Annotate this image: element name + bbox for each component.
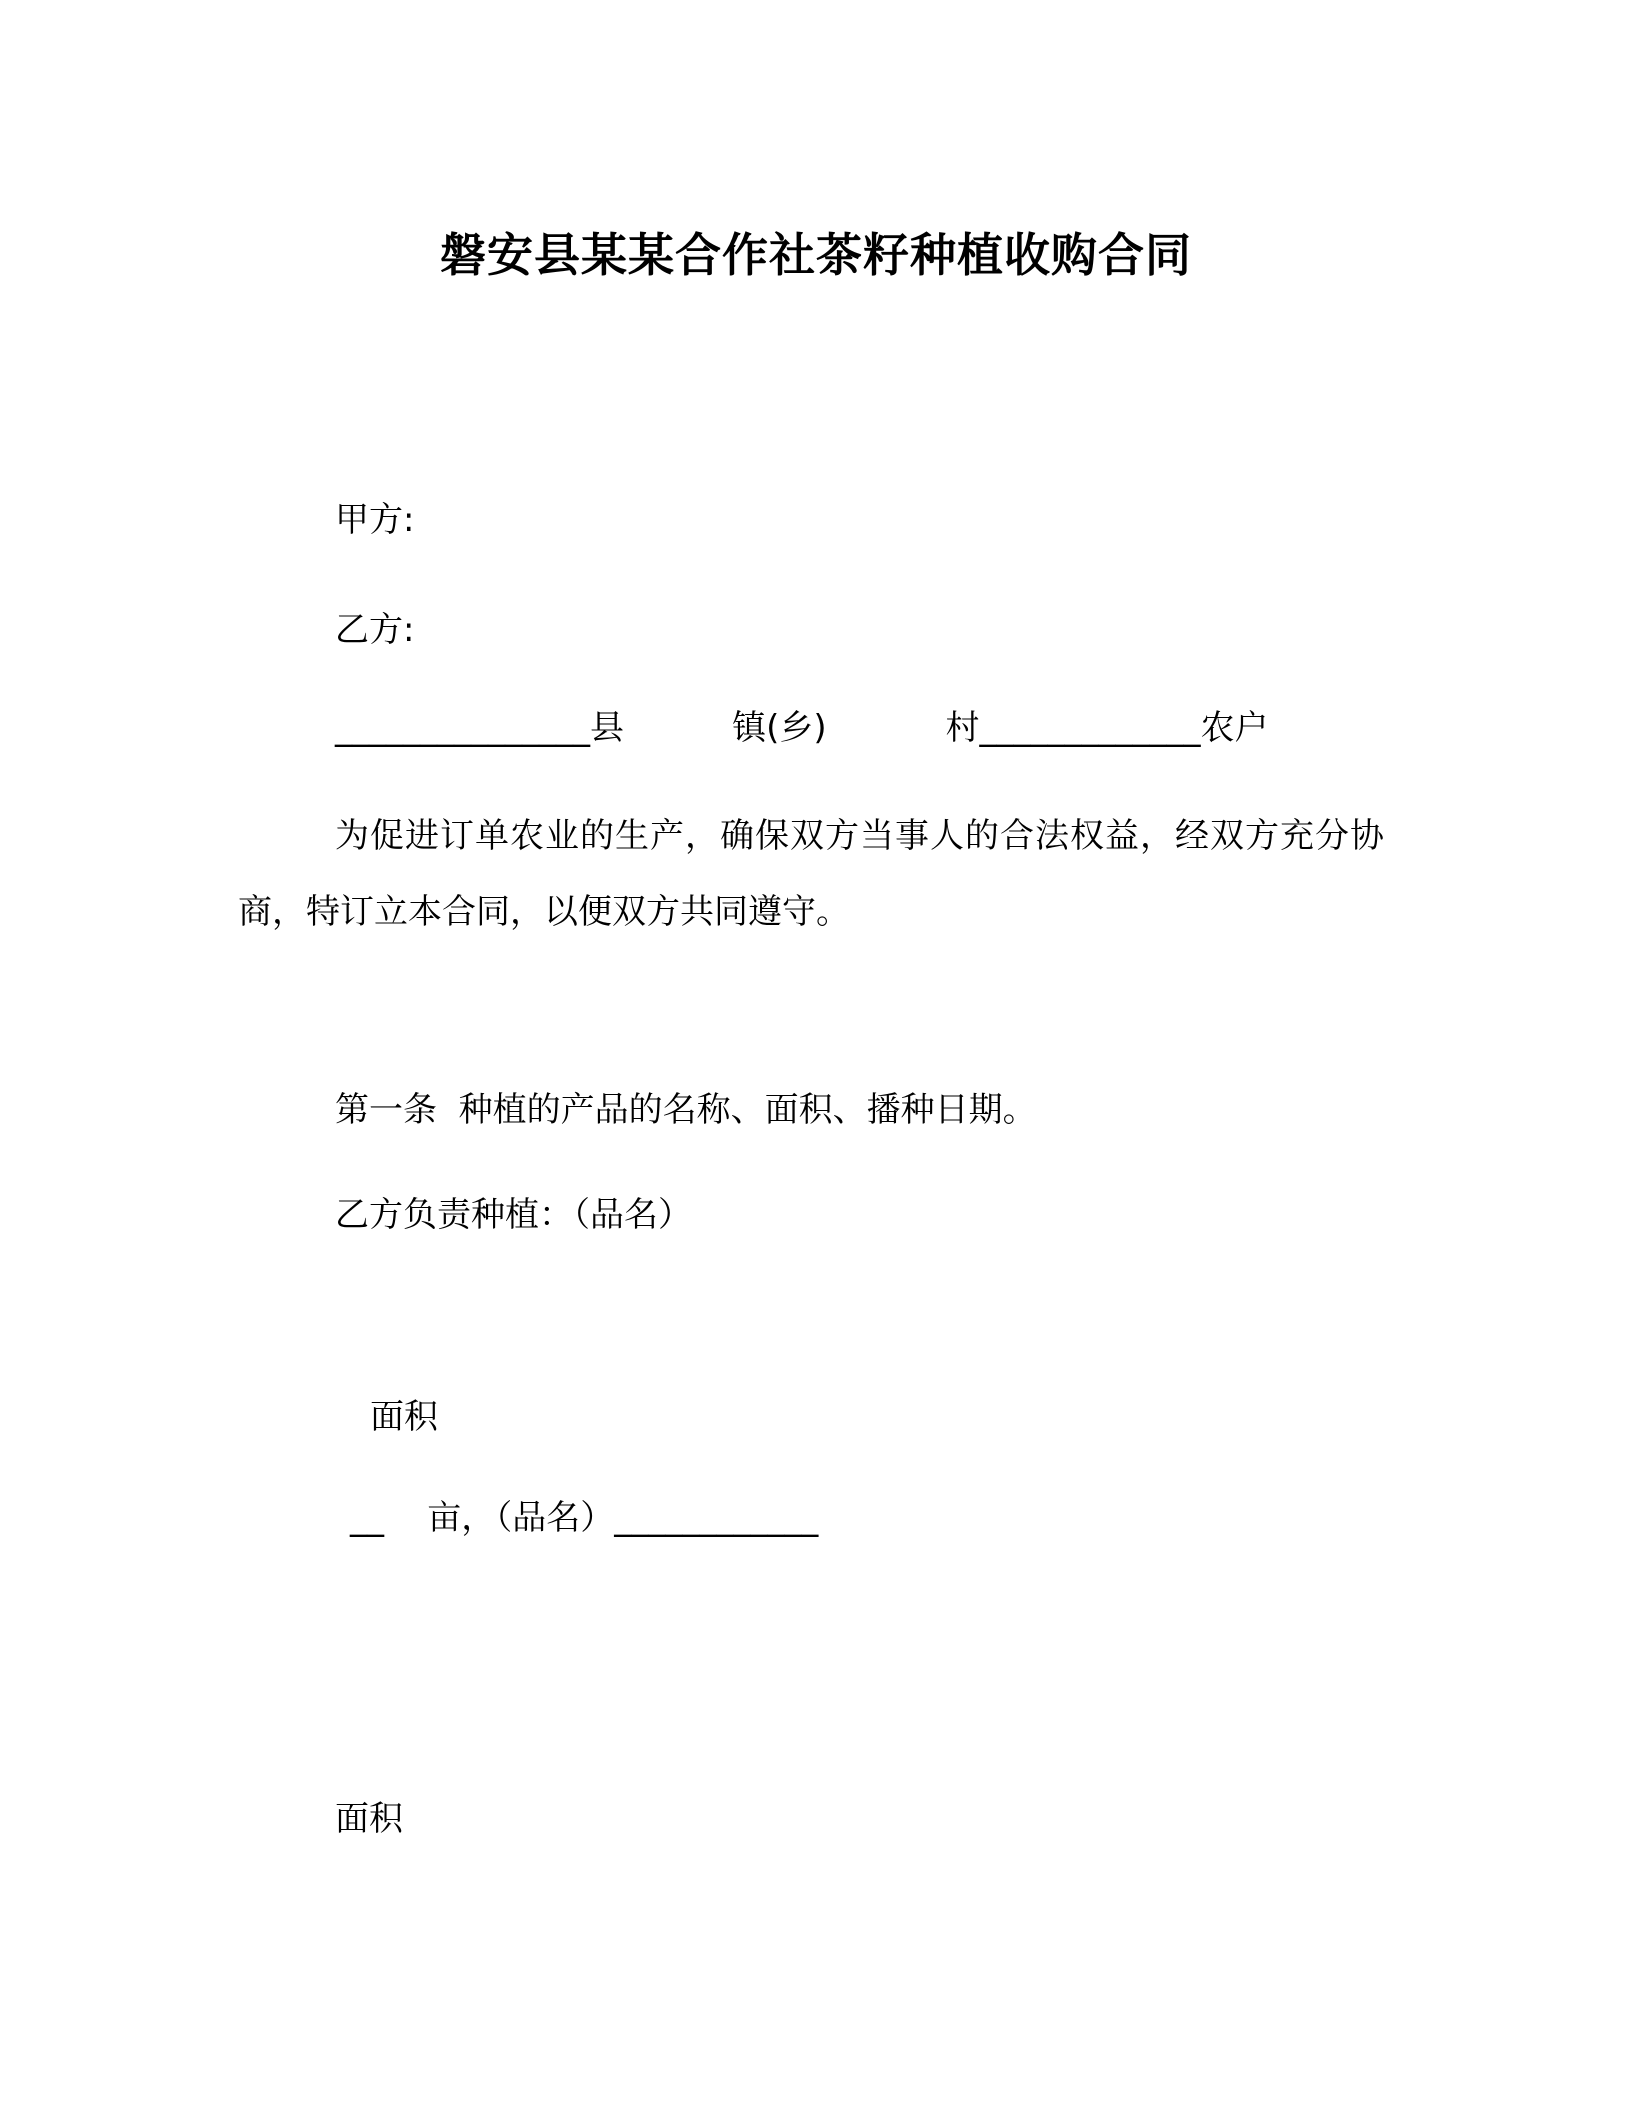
contract-title: 磐安县某某合作社茶籽种植收购合同	[440, 228, 1192, 282]
address-fill-line: _______________县 镇(乡) 村_____________农户	[335, 708, 1269, 748]
party-b-label: 乙方:	[335, 610, 415, 650]
preamble-paragraph: 为促进订单农业的生产，确保双方当事人的合法权益，经双方充分协商，特订立本合同，以便双方共同遵守。	[238, 816, 1384, 932]
area-label-second: 面积	[335, 1799, 403, 1839]
area-label: 面积	[370, 1397, 438, 1437]
article-1-heading: 第一条 种植的产品的名称、面积、播种日期。	[335, 1090, 1037, 1130]
planting-line: 乙方负责种植：（品名）	[335, 1195, 692, 1235]
area-value-line: __ 亩，（品名）____________	[350, 1498, 819, 1538]
party-a-label: 甲方:	[335, 500, 415, 540]
